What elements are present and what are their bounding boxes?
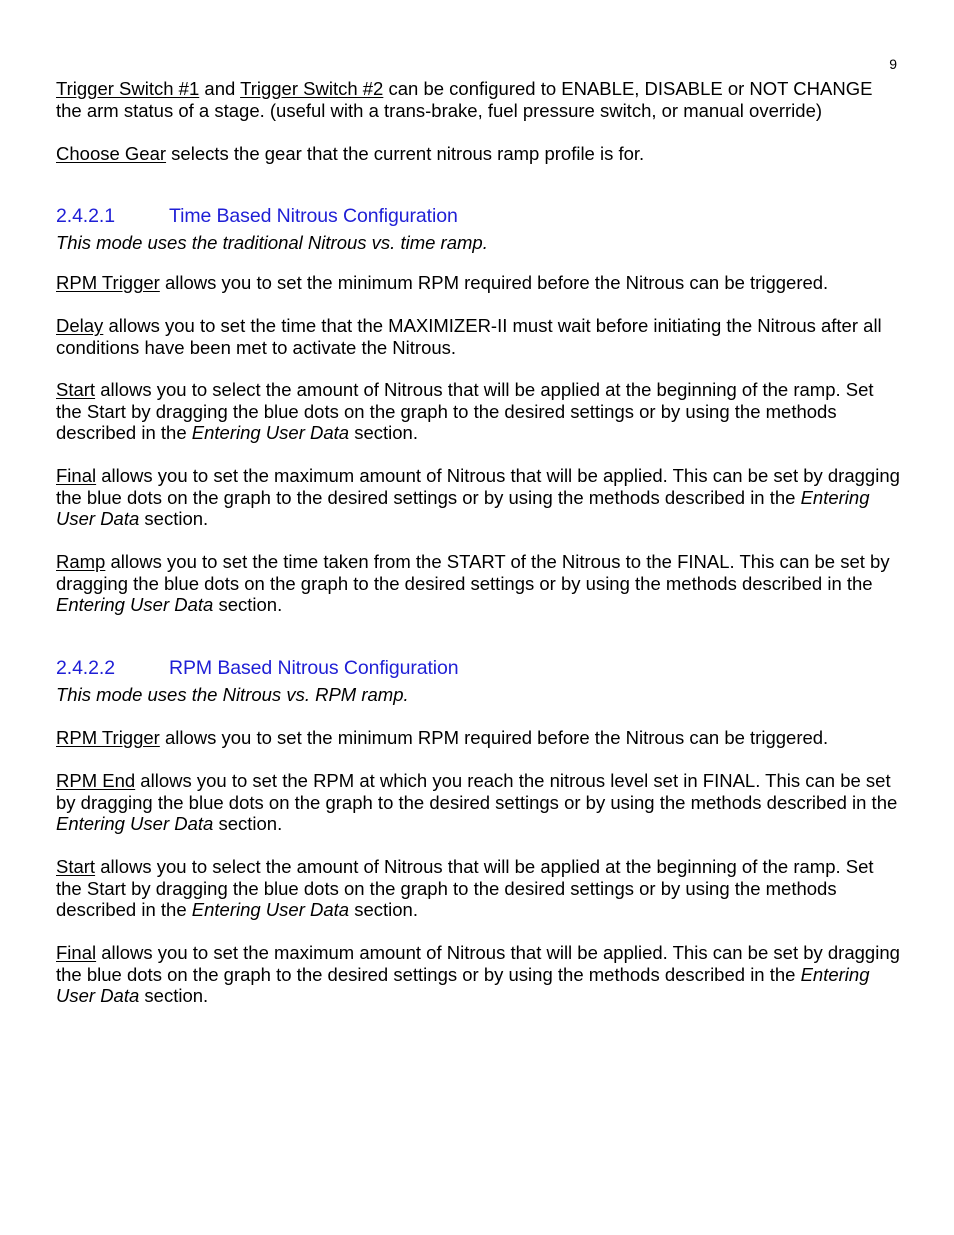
rpm-trigger-term: RPM Trigger bbox=[56, 272, 160, 293]
final-term: Final bbox=[56, 942, 97, 963]
entering-user-data-ref: Entering User Data bbox=[191, 899, 350, 920]
trigger-switch-paragraph bbox=[56, 78, 901, 121]
section-intro: This mode uses the traditional Nitrous vs. time ramp. bbox=[56, 232, 488, 253]
trigger-switch-1-term: Trigger Switch #1 bbox=[56, 78, 200, 99]
section-heading-rpm-based bbox=[56, 657, 901, 679]
trigger-switch-text: can be configured to ENABLE, DISABLE or NOT CHANGE the arm status of a stage. (useful with a trans-brake, fuel pressure switch, or manual override) bbox=[56, 78, 873, 121]
delay-paragraph: Delay allows you to set the time that the MAXIMIZER-II must wait before initiating the Nitrous after all conditions have been met to activate the Nitrous. bbox=[56, 315, 882, 358]
entering-user-data-ref: Entering User Data bbox=[56, 486, 870, 529]
rpm-trigger-paragraph: RPM Trigger allows you to set the minimum RPM required before the Nitrous can be triggered. bbox=[56, 272, 829, 293]
ramp-paragraph: Ramp allows you to set the time taken from the START of the Nitrous to the FINAL. This can be set by dragging the blue dots on the graph to the desired settings or by using the methods described in the Entering User Data section. bbox=[56, 551, 890, 615]
start-term: Start bbox=[56, 379, 96, 400]
rpm-end-term: RPM End bbox=[56, 770, 136, 791]
delay-term: Delay bbox=[56, 315, 104, 336]
section-number: 2.4.2.1 bbox=[56, 205, 115, 227]
choose-gear-text: selects the gear that the current nitrous ramp profile is for. bbox=[166, 143, 645, 164]
ramp-term: Ramp bbox=[56, 551, 106, 572]
rpm-trigger-term: RPM Trigger bbox=[56, 727, 160, 748]
entering-user-data-ref: Entering User Data bbox=[56, 963, 870, 1006]
start-paragraph: Start allows you to select the amount of Nitrous that will be applied at the beginning of the ramp. Set the Start by dragging the blue dots on the graph to the desired settings or by using the methods described in the Entering User Data section. bbox=[56, 379, 874, 443]
final-paragraph: Final allows you to set the maximum amount of Nitrous that will be applied. This can be set by dragging the blue dots on the graph to the desired settings or by using the methods described in the Entering User Data section. bbox=[56, 465, 900, 529]
start-paragraph: Start allows you to select the amount of Nitrous that will be applied at the beginning of the ramp. Set the Start by dragging the blue dots on the graph to the desired settings or by using the methods described in the Entering User Data section. bbox=[56, 856, 874, 920]
choose-gear-paragraph bbox=[56, 143, 901, 165]
trigger-and-text: and bbox=[199, 78, 241, 99]
entering-user-data-ref: Entering User Data bbox=[56, 813, 214, 834]
start-term: Start bbox=[56, 856, 96, 877]
section-title: RPM Based Nitrous Configuration bbox=[169, 657, 459, 679]
trigger-switch-2-term: Trigger Switch #2 bbox=[240, 78, 384, 99]
section-number: 2.4.2.2 bbox=[56, 657, 115, 679]
page-number: 9 bbox=[889, 56, 897, 72]
final-term: Final bbox=[56, 465, 97, 486]
choose-gear-term: Choose Gear bbox=[56, 143, 167, 164]
entering-user-data-ref: Entering User Data bbox=[191, 422, 350, 443]
section-intro: This mode uses the Nitrous vs. RPM ramp. bbox=[56, 684, 409, 705]
rpm-end-paragraph: RPM End allows you to set the RPM at which you reach the nitrous level set in FINAL. This can be set by dragging the blue dots on the graph to the desired settings or by using the methods described in the Entering User Data section. bbox=[56, 770, 898, 834]
entering-user-data-ref: Entering User Data bbox=[56, 594, 214, 615]
section-heading-time-based bbox=[56, 205, 901, 227]
section-title: Time Based Nitrous Configuration bbox=[169, 205, 458, 227]
final-paragraph: Final allows you to set the maximum amount of Nitrous that will be applied. This can be set by dragging the blue dots on the graph to the desired settings or by using the methods described in the Entering User Data section. bbox=[56, 942, 900, 1006]
rpm-trigger-paragraph: RPM Trigger allows you to set the minimum RPM required before the Nitrous can be triggered. bbox=[56, 727, 829, 748]
